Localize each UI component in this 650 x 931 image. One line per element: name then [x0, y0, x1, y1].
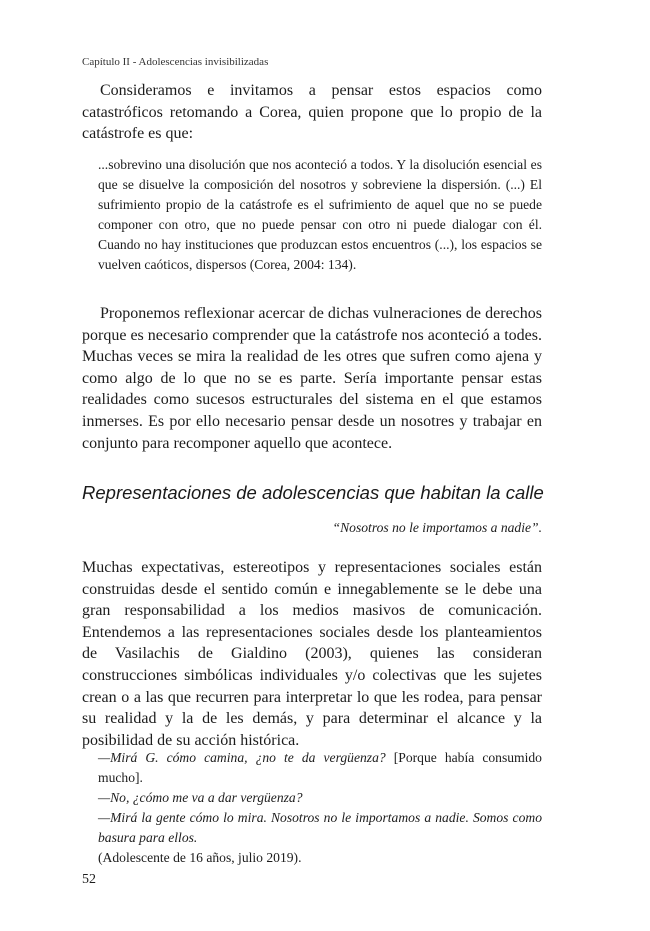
dialogue-line-2: [98, 788, 542, 808]
dialogue-quote: [98, 748, 542, 868]
paragraph-2: Proponemos reflexionar acercar de dichas vulneraciones de derechos porque es necesario comprender que la catástrofe nos aconteció a todes. Muchas veces se mira la realidad de les otres que sufren como ajena y como algo de lo que no se es parte. Sería importante pensar estas realidades como sucesos estructurales del sistema en el que estamos inmerses. Es por ello necesario pensar desde un nosotres y trabajar en conjunto para recomponer aquello que acontece.: [82, 305, 542, 452]
paragraph-1: Consideramos e invitamos a pensar estos espacios como catastróficos retomando a Corea, quien propone que lo propio de la catástrofe es que:: [82, 82, 542, 143]
dialogue-line-1-speech: —Mirá G. cómo camina, ¿no te da vergüenza?: [98, 750, 386, 765]
dialogue-line-3: [98, 808, 542, 848]
dialogue-line-1: [98, 748, 542, 788]
section-title: Representaciones de adolescencias que habitan la calle: [82, 482, 544, 503]
dialogue-attribution: (Adolescente de 16 años, julio 2019).: [98, 850, 302, 865]
dialogue-line-1-note: [Porque había consumido mucho].: [98, 750, 542, 785]
epigraph: “Nosotros no le importamos a nadie”.: [332, 520, 542, 535]
paragraph-3: Muchas expectativas, estereotipos y representaciones sociales están construidas desde el sentido común e innegablemente se le debe una gran responsabilidad a los medios masivos de comunicación. Entendemos a las representaciones sociales desde los planteamientos de Vasilachis de Gialdino (2003), quienes las consideran construcciones simbólicas individuales y/o colectivas que les sujetes crean o a las que recurren para interpretar lo que les rodea, para pensar su realidad y la de les demás, y para determinar el alcance y la posibilidad de su acción histórica.: [82, 559, 542, 749]
running-head: Capítulo II - Adolescencias invisibilizadas: [82, 56, 269, 68]
dialogue-line-3-speech: —Mirá la gente cómo lo mira. Nosotros no le importamos a nadie. Somos como basura para ellos.: [98, 810, 542, 845]
dialogue-line-2-speech: —No, ¿cómo me va a dar vergüenza?: [98, 790, 303, 805]
page-number: 52: [82, 872, 96, 887]
block-quote: ...sobrevino una disolución que nos aconteció a todos. Y la disolución esencial es que se disuelve la composición del nosotros y sobreviene la dispersión. (...) El sufrimiento propio de la catástrofe es el sufrimiento de aquel que no se puede componer con otro, que no puede pensar con otro ni puede dialogar con él. Cuando no hay instituciones que produzcan estos encuentros (...), los espacios se vuelven caóticos, dispersos (Corea, 2004: 134).: [98, 157, 542, 272]
